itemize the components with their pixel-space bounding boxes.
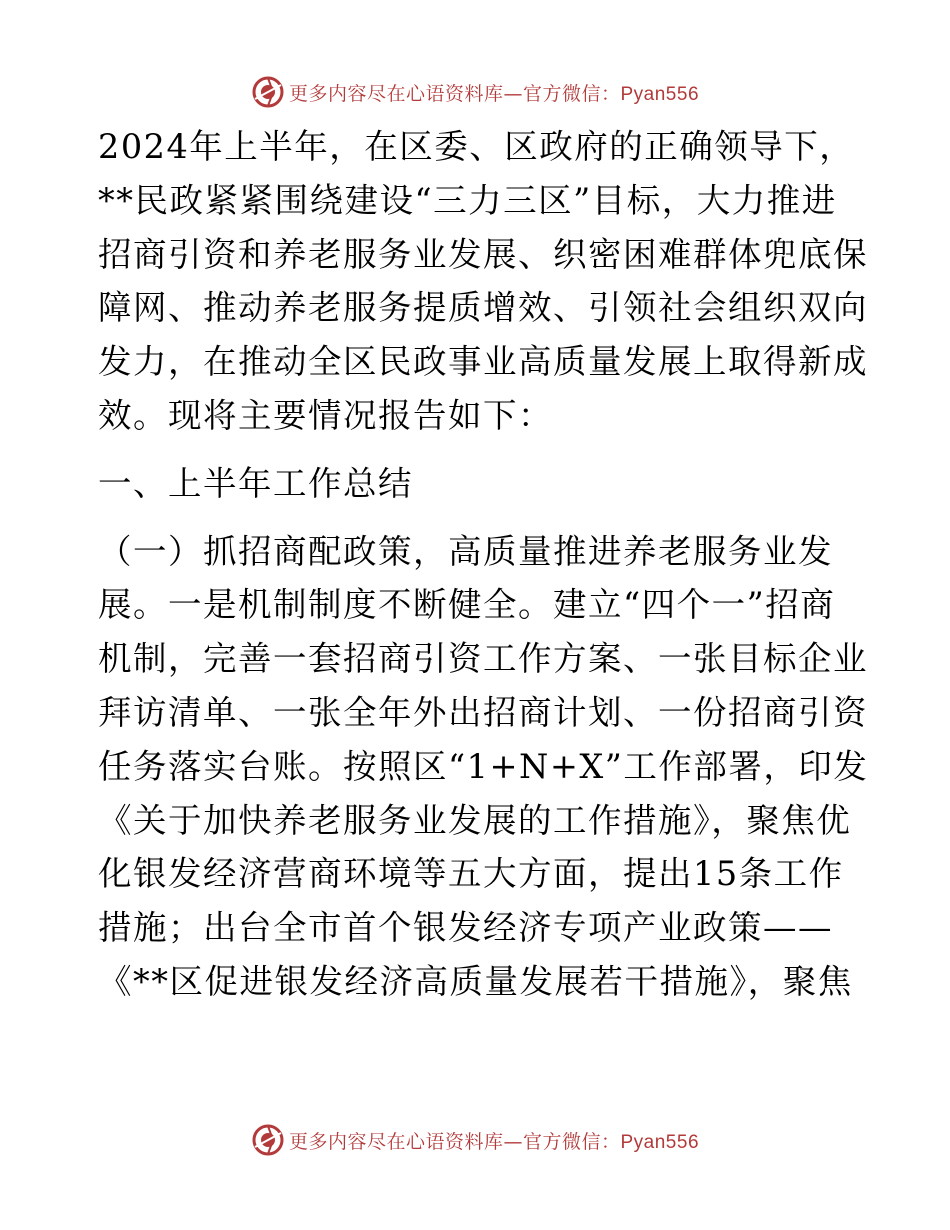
section-line-5: 任务落实台账。按照区“1+N+X”工作部署，印发 bbox=[98, 746, 869, 786]
watermark-text: 更多内容尽在心语资料库—官方微信：Pyan556 bbox=[288, 82, 700, 105]
section-heading: 一、上半年工作总结 bbox=[98, 463, 413, 503]
intro-line-1: 2024年上半年，在区委、区政府的正确领导下， bbox=[98, 127, 855, 166]
red-coin-logo-icon bbox=[251, 1123, 285, 1157]
intro-line-3: 招商引资和养老服务业发展、织密困难群体兜底保 bbox=[98, 234, 868, 274]
intro-line-6: 效。现将主要情况报告如下： bbox=[98, 395, 553, 435]
watermark-footer bbox=[0, 1120, 950, 1160]
section-line-3: 机制，完善一套招商引资工作方案、一张目标企业 bbox=[98, 639, 868, 679]
section-line-9: 《**区促进银发经济高质量发展若干措施》，聚焦 bbox=[98, 961, 853, 1001]
section-line-7: 化银发经济营商环境等五大方面，提出15条工作 bbox=[98, 854, 844, 894]
section-line-6: 《关于加快养老服务业发展的工作措施》，聚焦优 bbox=[98, 800, 852, 840]
watermark-text: 更多内容尽在心语资料库—官方微信：Pyan556 bbox=[288, 1130, 700, 1153]
document-body bbox=[98, 120, 869, 1009]
intro-line-4: 障网、推动养老服务提质增效、引领社会组织双向 bbox=[98, 288, 868, 328]
section-line-1: （一）抓招商配政策，高质量推进养老服务业发 bbox=[98, 531, 833, 571]
red-coin-logo-icon bbox=[251, 75, 285, 109]
intro-line-2: **民政紧紧围绕建设“三力三区”目标，大力推进 bbox=[98, 180, 837, 220]
watermark-header bbox=[0, 72, 950, 112]
section-line-8: 措施；出台全市首个银发经济专项产业政策—— bbox=[98, 908, 833, 948]
intro-line-5: 发力，在推动全区民政事业高质量发展上取得新成 bbox=[98, 342, 868, 382]
section-line-4: 拜访清单、一张全年外出招商计划、一份招商引资 bbox=[98, 692, 868, 732]
section-line-2: 展。一是机制制度不断健全。建立“四个一”招商 bbox=[98, 585, 836, 625]
